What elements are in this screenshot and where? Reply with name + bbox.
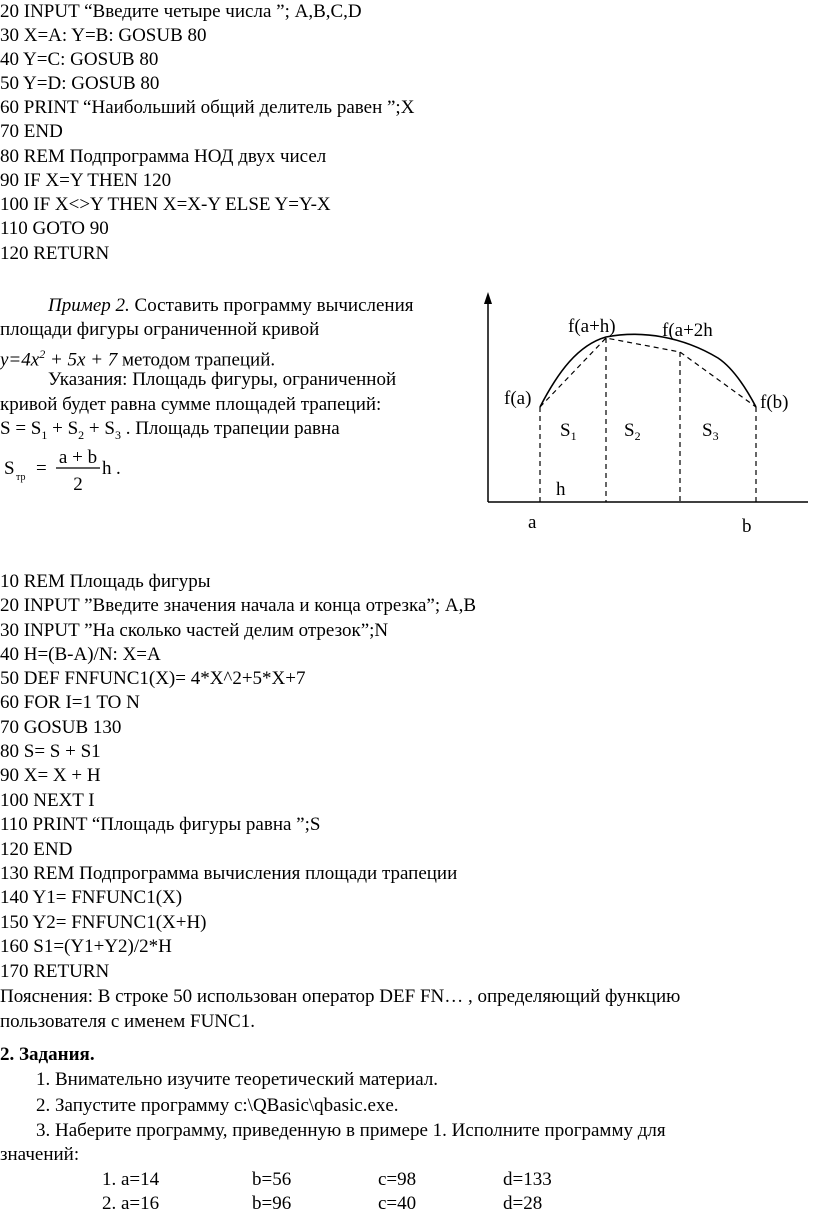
explanation-line: пользователя с именем FUNC1. <box>0 1011 255 1032</box>
y-axis-arrow-icon <box>484 292 492 304</box>
code-line: 120 END <box>0 839 73 860</box>
code-line: 20 INPUT “Введите четыре числа ”; A,B,C,D <box>0 1 362 22</box>
tasks-heading: 2. Задания. <box>0 1044 95 1065</box>
example-label: Пример 2. <box>48 295 130 316</box>
value-d: d=133 <box>503 1169 552 1190</box>
formula-h: h <box>102 458 112 479</box>
formula-dot: . <box>116 458 121 479</box>
value-c: c=98 <box>378 1169 417 1190</box>
value-d: d=28 <box>503 1193 543 1214</box>
code-line: 100 NEXT I <box>0 790 95 811</box>
code-line: 80 REM Подпрограмма НОД двух чисел <box>0 146 327 167</box>
code-line: 60 FOR I=1 TO N <box>0 692 140 713</box>
code-line: 50 Y=D: GOSUB 80 <box>0 73 160 94</box>
code-line: 80 S= S + S1 <box>0 741 101 762</box>
formula-denominator: 2 <box>73 474 83 495</box>
code-line: 170 RETURN <box>0 961 110 982</box>
code-line: 140 Y1= FNFUNC1(X) <box>0 887 183 908</box>
formula-sub: тр <box>16 472 26 483</box>
example2-line2: площади фигуры ограниченной кривой <box>0 319 320 340</box>
task-item-continuation: значений: <box>0 1144 80 1165</box>
trapezoid-chords <box>540 338 756 407</box>
hint-line2: кривой будет равна сумме площадей трапеций: <box>0 394 382 415</box>
formula-S: S <box>4 458 15 479</box>
code-line: 60 PRINT “Наибольший общий делитель равен ”;X <box>0 97 415 118</box>
curve <box>540 334 756 407</box>
value-c: c=40 <box>378 1193 417 1214</box>
code-line: 110 GOTO 90 <box>0 218 109 239</box>
label-fb: f(b) <box>760 392 789 413</box>
task-item: 1. Внимательно изучите теоретический материал. <box>36 1069 439 1090</box>
value-a: 2. a=16 <box>102 1193 160 1214</box>
code-line: 70 END <box>0 121 63 142</box>
code-line: 20 INPUT ”Введите значения начала и конца отрезка”; A,B <box>0 595 477 616</box>
trapezoid-area-formula <box>0 444 140 500</box>
code-line: 120 RETURN <box>0 243 110 264</box>
code-line: 50 DEF FNFUNC1(X)= 4*X^2+5*X+7 <box>0 668 306 689</box>
label-S1: $S_1$ <box>560 420 577 443</box>
code-line: 150 Y2= FNFUNC1(X+H) <box>0 912 207 933</box>
sum-line: $S = S_1 + S_2 + S_3$ . Площадь трапеции равна <box>0 418 340 442</box>
label-fah: f(a+h) <box>568 316 616 337</box>
hint-line1: Указания: Площадь фигуры, ограниченной <box>48 369 397 390</box>
code-line: 110 PRINT “Площадь фигуры равна ”;S <box>0 814 321 835</box>
value-b: b=96 <box>252 1193 292 1214</box>
formula-numerator: a + b <box>58 447 98 468</box>
code-line: 130 REM Подпрограмма вычисления площади трапеции <box>0 863 458 884</box>
label-S3: $S_3$ <box>702 420 719 443</box>
code-line: 40 Y=C: GOSUB 80 <box>0 49 159 70</box>
value-b: b=56 <box>252 1169 292 1190</box>
code-line: 100 IF X<>Y THEN X=X-Y ELSE Y=Y-X <box>0 194 331 215</box>
task-item: 2. Запустите программу c:\QBasic\qbasic.exe. <box>36 1095 399 1116</box>
code-line: 70 GOSUB 130 <box>0 717 122 738</box>
code-line: 30 X=A: Y=B: GOSUB 80 <box>0 25 207 46</box>
explanation-line: Пояснения: В строке 50 использован оператор DEF FN… , определяющий функцию <box>0 986 681 1007</box>
label-S2: $S_2$ <box>624 420 641 443</box>
code-line: 10 REM Площадь фигуры <box>0 571 211 592</box>
code-line: 40 H=(B-A)/N: X=A <box>0 644 161 665</box>
formula-eq: = <box>36 458 47 479</box>
task-item: 3. Наберите программу, приведенную в примере 1. Исполните программу для <box>36 1120 666 1141</box>
code-line: 160 S1=(Y1+Y2)/2*H <box>0 936 172 957</box>
label-a: a <box>528 512 537 533</box>
function-line: $y=4x^2 + 5x + 7$ методом трапеций. <box>0 347 276 371</box>
label-b: b <box>742 516 752 537</box>
code-line: 90 X= X + H <box>0 765 101 786</box>
code-line: 90 IF X=Y THEN 120 <box>0 170 172 191</box>
trapezoid-figure <box>478 290 808 540</box>
example2-line1: Пример 2. Составить программу вычисления <box>48 295 414 316</box>
label-fa: f(a) <box>504 388 532 409</box>
code-line: 30 INPUT ”На сколько частей делим отрезок”;N <box>0 620 389 641</box>
label-h: h <box>556 479 566 500</box>
label-fa2h: f(a+2h <box>662 320 713 341</box>
value-a: 1. a=14 <box>102 1169 160 1190</box>
